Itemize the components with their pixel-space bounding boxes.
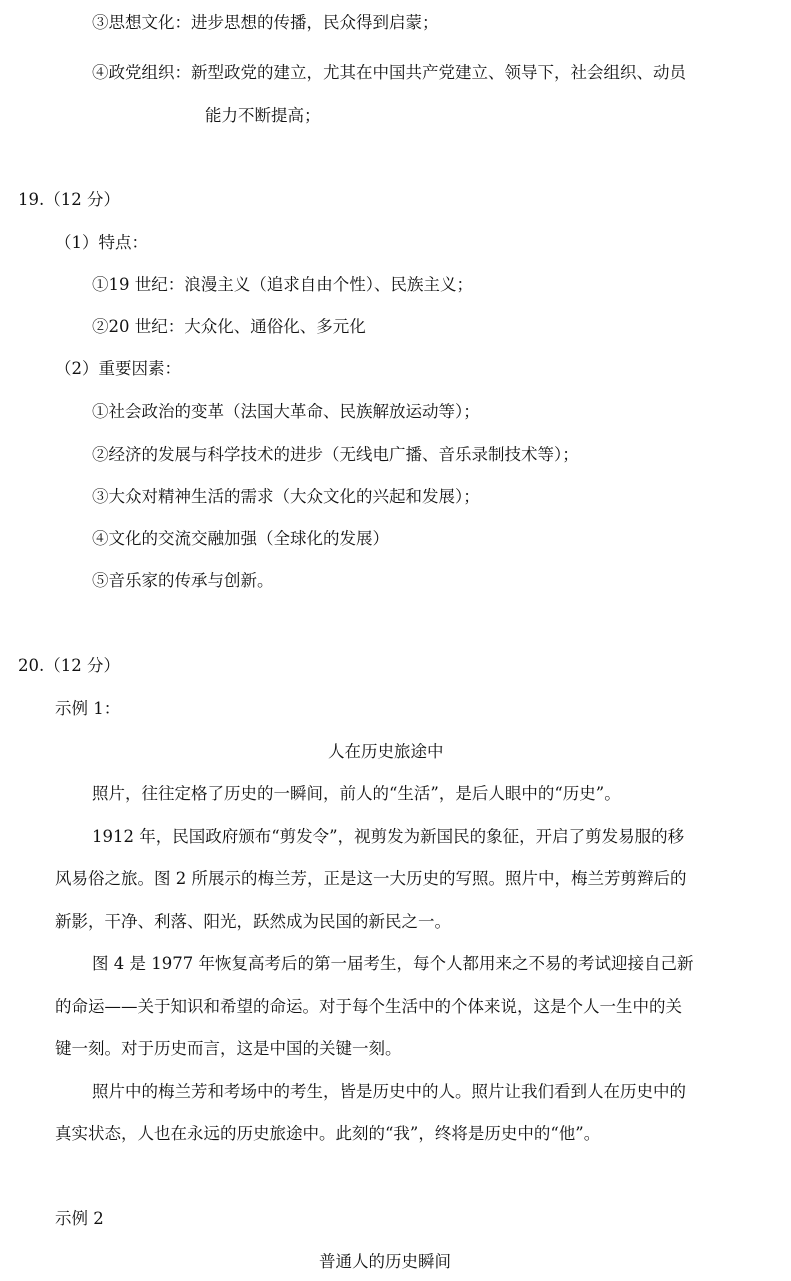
s18-item3: ③思想文化：进步思想的传播，民众得到启蒙； xyxy=(92,13,439,32)
q19-header: 19.（12 分） xyxy=(18,190,120,209)
essay1-line-6: 的命运——关于知识和希望的命运。对于每个生活中的个体来说，这是个人一生中的关 xyxy=(55,997,682,1016)
essay1-title: 人在历史旅途中 xyxy=(328,742,444,761)
essay1-line-1: 照片，往往定格了历史的一瞬间，前人的“生活”，是后人眼中的“历史”。 xyxy=(92,784,621,803)
s18-item4-line1: ④政党组织：新型政党的建立，尤其在中国共产党建立、领导下，社会组织、动员 xyxy=(92,63,686,82)
q19-part2-item-2: ②经济的发展与科学技术的进步（无线电广播、音乐录制技术等）； xyxy=(92,445,579,464)
q19-part1-item-2: ②20 世纪：大众化、通俗化、多元化 xyxy=(92,317,366,336)
q20-example1-label: 示例 1： xyxy=(55,699,121,718)
essay1-line-5: 图 4 是 1977 年恢复高考后的第一届考生，每个人都用来之不易的考试迎接自己新 xyxy=(92,954,694,973)
q19-part2-label: （2）重要因素： xyxy=(55,359,181,378)
q19-part2-item-3: ③大众对精神生活的需求（大众文化的兴起和发展）； xyxy=(92,487,480,506)
essay1-line-8: 照片中的梅兰芳和考场中的考生，皆是历史中的人。照片让我们看到人在历史中的 xyxy=(92,1082,686,1101)
q19-part2-item-5: ⑤音乐家的传承与创新。 xyxy=(92,571,274,590)
s18-item4-line2: 能力不断提高； xyxy=(205,106,321,125)
q20-header: 20.（12 分） xyxy=(18,656,120,675)
q19-part2-item-1: ①社会政治的变革（法国大革命、民族解放运动等）； xyxy=(92,402,480,421)
essay1-line-9: 真实状态，人也在永远的历史旅途中。此刻的“我”，终将是历史中的“他”。 xyxy=(55,1124,601,1143)
q19-part2-item-4: ④文化的交流交融加强（全球化的发展） xyxy=(92,529,389,548)
q19-part1-item-1: ①19 世纪：浪漫主义（追求自由个性）、民族主义； xyxy=(92,275,473,294)
essay1-line-7: 键一刻。对于历史而言，这是中国的关键一刻。 xyxy=(55,1039,402,1058)
essay1-line-3: 风易俗之旅。图 2 所展示的梅兰芳，正是这一大历史的写照。照片中，梅兰芳剪辫后的 xyxy=(55,869,687,888)
essay1-line-2: 1912 年，民国政府颁布“剪发令”，视剪发为新国民的象征，开启了剪发易服的移 xyxy=(92,827,685,846)
q19-part1-label: （1）特点： xyxy=(55,233,148,252)
essay2-title: 普通人的历史瞬间 xyxy=(319,1252,451,1271)
q20-example2-label: 示例 2 xyxy=(55,1209,104,1228)
essay1-line-4: 新影，干净、利落、阳光，跃然成为民国的新民之一。 xyxy=(55,912,451,931)
